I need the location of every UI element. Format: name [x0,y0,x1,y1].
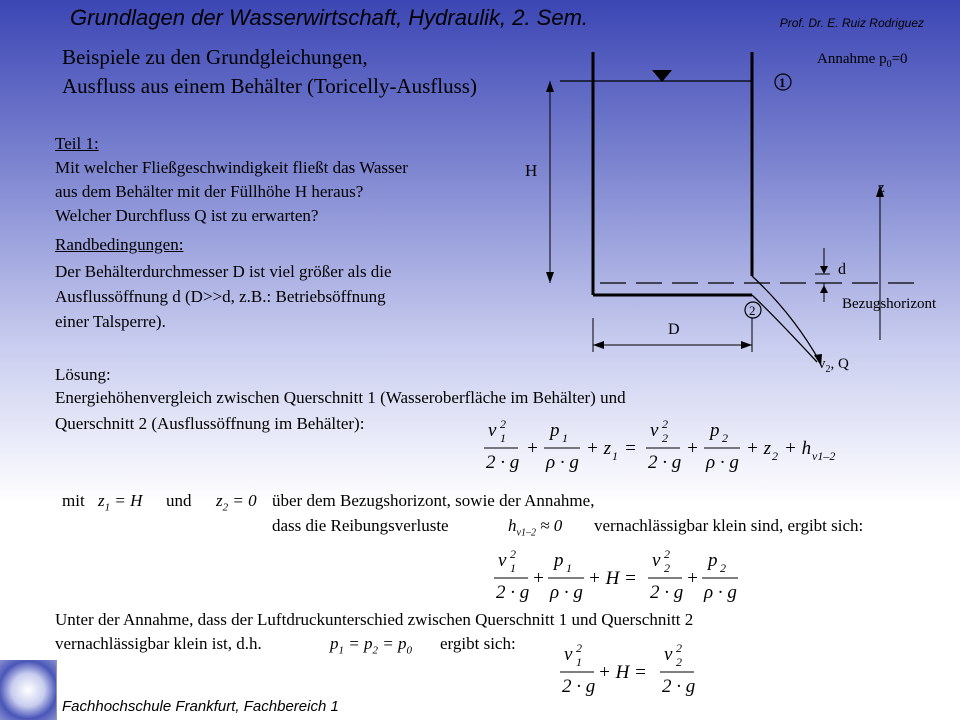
svg-text:2: 2 [722,431,728,445]
ergibt-label: ergibt sich: [440,634,516,653]
unter-line-2: vernachlässigbar klein ist, d.h. [55,634,262,653]
solution-line-1: Energiehöhenvergleich zwischen Querschnitt 1 (Wasseroberfläche im Behälter) und [55,388,626,407]
svg-text:v: v [488,420,497,441]
svg-text:v: v [664,644,673,665]
svg-text:2 · g: 2 · g [648,452,682,473]
svg-text:2: 2 [772,449,778,463]
header-author: Prof. Dr. E. Ruiz Rodriguez [779,16,924,30]
svg-text:ρ · g: ρ · g [704,582,737,603]
mit-label: mit [62,491,85,510]
z1-equals-h: $z_1 = H$ [98,491,143,514]
svg-text:2: 2 [500,417,506,431]
svg-text:1: 1 [612,449,618,463]
svg-text:+ h: + h [784,438,812,459]
svg-text:+: + [686,438,699,459]
subtitle-line-2: Ausfluss aus einem Behälter (Toricelly-Ausfluss) [62,74,477,98]
svg-text:+ z: + z [746,438,771,459]
svg-text:1: 1 [576,655,582,669]
solution-heading: Lösung: [55,365,111,384]
svg-text:ρ · g: ρ · g [706,452,739,473]
svg-text:p: p [710,420,720,441]
svg-text:2: 2 [576,641,582,655]
label-z: z [878,180,885,196]
annahme-label: Annahme $p_0=0$ [817,51,908,70]
header-title: Grundlagen der Wasserwirtschaft, Hydraulik, 2. Sem. [70,5,589,30]
vernach-line: vernachlässigbar klein sind, ergibt sich: [594,516,864,535]
energy-equation-final [556,636,706,698]
und-label: und [166,491,192,510]
ueber-line: über dem Bezugshorizont, sowie der Annahme, [272,491,595,510]
pressure-equality: $p_1 = p_2 = p_0$ [330,634,412,657]
question-line-3: Welcher Durchfluss Q ist zu erwarten? [55,206,319,225]
solution-line-2: Querschnitt 2 (Ausflussöffnung im Behälter): [55,414,365,433]
svg-text:2: 2 [662,431,668,445]
energy-equation-reduced [490,542,750,604]
svg-text:2 · g: 2 · g [650,582,684,603]
condition-line-3: einer Talsperre). [55,312,166,331]
svg-text:2 · g: 2 · g [496,582,530,603]
svg-text:p: p [708,550,718,571]
svg-text:1: 1 [500,431,506,445]
svg-text:p: p [550,420,560,441]
svg-text:2 · g: 2 · g [562,676,596,697]
hv-approx-0: $h_{v1-2} \approx 0$ [508,516,563,539]
svg-text:+: + [532,568,545,589]
svg-text:p: p [554,550,564,571]
unter-line-1: Unter der Annahme, dass der Luftdruckunterschied zwischen Querschnitt 1 und Querschnitt 2 [55,610,694,629]
label-h: H [525,161,538,180]
svg-text:v1–2: v1–2 [812,449,836,463]
question-line-1: Mit welcher Fließgeschwindigkeit fließt das Wasser [55,158,408,177]
svg-text:2: 2 [662,417,668,431]
svg-text:2 · g: 2 · g [486,452,520,473]
label-d: d [838,261,846,278]
svg-text:2: 2 [676,641,682,655]
svg-text:1: 1 [566,561,572,575]
condition-line-1: Der Behälterdurchmesser D ist viel größer als die [55,262,392,281]
svg-text:2 · g: 2 · g [662,676,696,697]
condition-line-2: Ausflussöffnung d (D>>d, z.B.: Betriebsöffnung [55,287,386,306]
teil-heading: Teil 1: [55,134,99,153]
section-2-label: 2 [749,303,756,318]
svg-text:ρ · g: ρ · g [546,452,579,473]
label-v2-q: $v_2$, Q [818,356,849,375]
water-level-icon [652,70,672,82]
randbedingungen-heading: Randbedingungen: [55,235,184,254]
svg-text:v: v [564,644,573,665]
question-line-2: aus dem Behälter mit der Füllhöhe H heraus? [55,182,364,201]
svg-text:v: v [650,420,659,441]
dass-line: dass die Reibungsverluste [272,516,449,535]
svg-text:2: 2 [664,561,670,575]
section-1-label: 1 [779,75,786,90]
svg-text:2: 2 [664,547,670,561]
svg-text:ρ · g: ρ · g [550,582,583,603]
energy-equation-full [480,412,860,474]
footer-text: Fachhochschule Frankfurt, Fachbereich 1 [62,698,339,715]
svg-text:=: = [624,438,637,459]
svg-text:2: 2 [676,655,682,669]
svg-text:+ H =: + H = [588,568,637,589]
svg-text:+: + [686,568,699,589]
svg-text:+: + [526,438,539,459]
subtitle-line-1: Beispiele zu den Grundgleichungen, [62,45,368,69]
tank-diagram [525,40,960,380]
label-bezugshorizont: Bezugshorizont [842,296,937,312]
svg-text:2: 2 [720,561,726,575]
svg-text:v: v [498,550,507,571]
label-big-d: D [668,321,680,338]
svg-text:1: 1 [510,561,516,575]
svg-text:+ z: + z [586,438,611,459]
svg-text:2: 2 [510,547,516,561]
fh-logo [0,660,57,720]
svg-text:v: v [652,550,661,571]
svg-text:+ H =: + H = [598,662,647,683]
svg-text:1: 1 [562,431,568,445]
z2-equals-0: $z_2 = 0$ [216,491,257,514]
